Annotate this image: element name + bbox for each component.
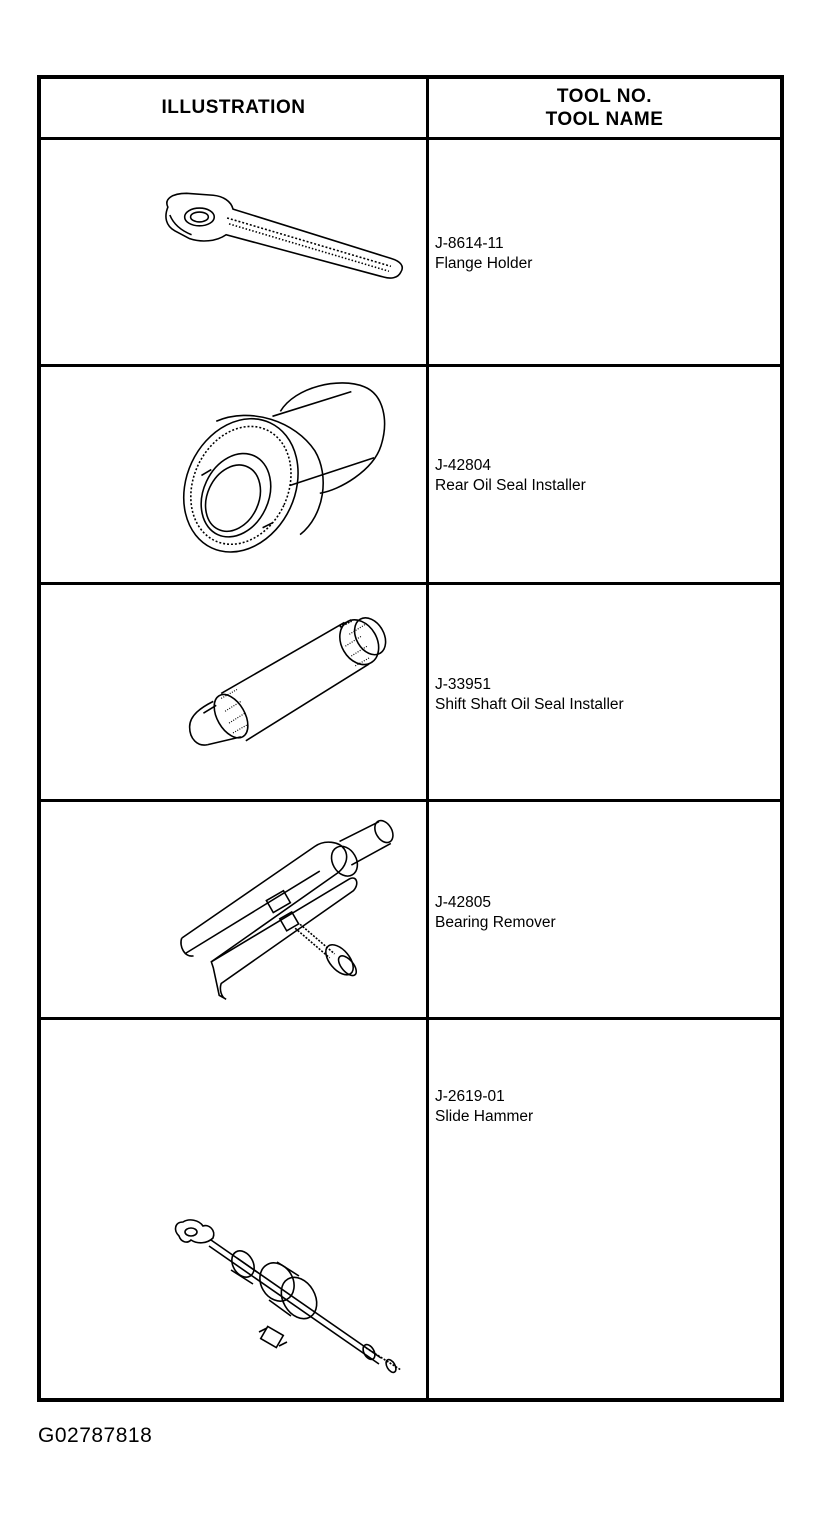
illustration-header: ILLUSTRATION — [161, 97, 306, 118]
tool-number: J-33951 — [435, 676, 492, 693]
tool-name: Slide Hammer — [435, 1108, 534, 1125]
table-row — [41, 367, 780, 585]
tool-info — [435, 1087, 533, 1127]
illustration-cell — [41, 1020, 426, 1398]
tool-name: Flange Holder — [435, 255, 533, 272]
slide-hammer-icon — [41, 1020, 426, 1398]
flange-holder-icon — [41, 140, 426, 364]
bearing-remover-icon — [41, 802, 426, 1017]
illustration-cell — [41, 140, 426, 364]
illustration-cell — [41, 802, 426, 1017]
tool-header — [429, 79, 780, 137]
tool-number: J-42805 — [435, 894, 492, 911]
table-header-row — [41, 79, 780, 140]
tool-table — [37, 75, 784, 1402]
shift-shaft-seal-installer-icon — [41, 585, 426, 799]
tool-info — [435, 893, 556, 933]
tool-name: Shift Shaft Oil Seal Installer — [435, 696, 624, 713]
tool-name: Bearing Remover — [435, 914, 556, 931]
tool-info — [435, 456, 586, 496]
illustration-cell — [41, 367, 426, 582]
table-row — [41, 1020, 780, 1398]
tool-info — [435, 234, 532, 274]
seal-installer-icon — [41, 367, 426, 582]
illustration-cell — [41, 585, 426, 799]
table-row — [41, 585, 780, 802]
tool-name-header: TOOL NAME — [545, 109, 664, 130]
figure-id: G02787818 — [38, 1424, 153, 1447]
tool-name: Rear Oil Seal Installer — [435, 477, 586, 494]
table-row — [41, 802, 780, 1020]
tool-number: J-2619-01 — [435, 1088, 505, 1105]
tool-info — [435, 675, 624, 715]
table-row — [41, 140, 780, 367]
tool-number: J-42804 — [435, 457, 492, 474]
tool-number: J-8614-11 — [435, 235, 504, 252]
tool-no-header: TOOL NO. — [556, 86, 653, 107]
